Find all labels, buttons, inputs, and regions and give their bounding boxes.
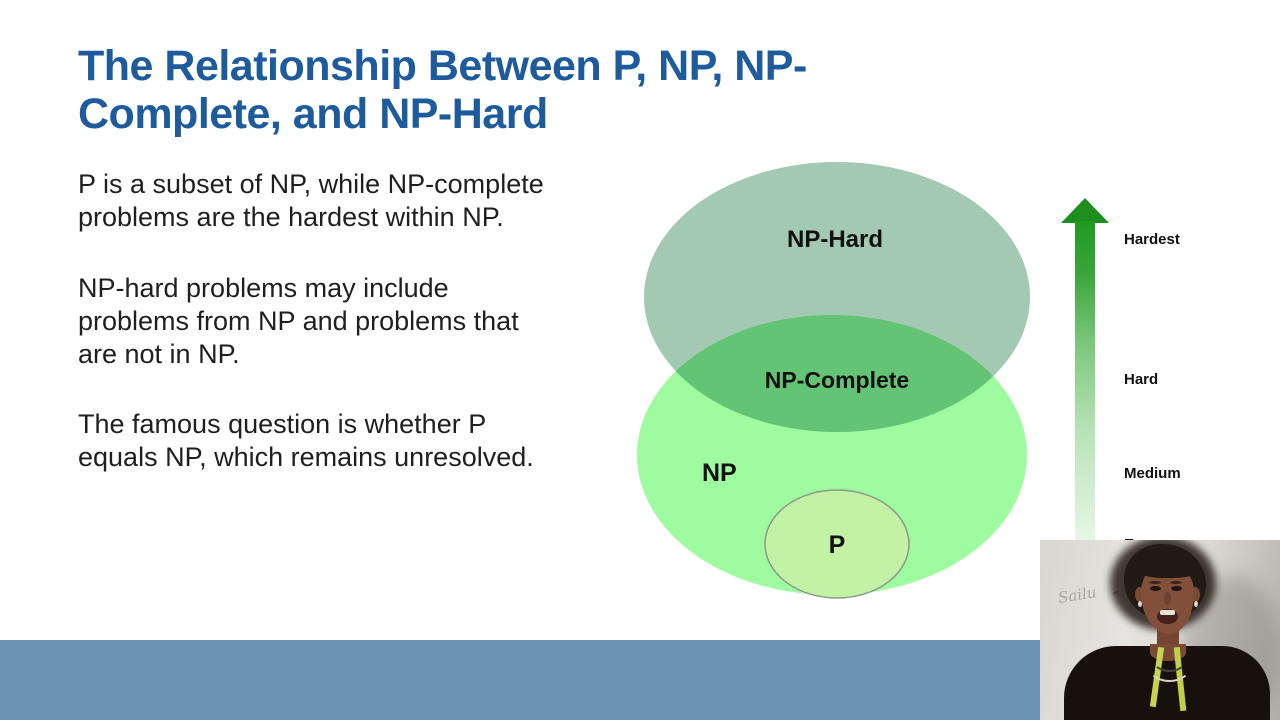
venn-label-np-complete: NP-Complete	[764, 367, 910, 393]
presenter-brow-left	[1149, 581, 1161, 584]
presenter-teeth	[1160, 610, 1175, 615]
slide-title-line-2: Complete, and NP-Hard	[78, 90, 548, 138]
difficulty-arrow-shaft	[1075, 221, 1095, 571]
presenter-earring-right	[1194, 601, 1198, 607]
whiteboard-text: Sailu	[1056, 583, 1098, 607]
venn-label-np-hard: NP-Hard	[786, 226, 883, 253]
slide-title-line-1: The Relationship Between P, NP, NP-	[78, 42, 807, 90]
paragraph-line: equals NP, which remains unresolved.	[78, 442, 534, 472]
venn-label-np: NP	[702, 459, 737, 487]
presenter-necklace-inner	[1152, 646, 1187, 672]
presenter-eye-right	[1171, 586, 1182, 591]
paragraph-line: are not in NP.	[78, 339, 240, 369]
webcam-overlay	[1040, 540, 1280, 720]
scale-label-hard: Hard	[1124, 371, 1159, 388]
paragraph-np-hard	[78, 272, 519, 371]
presenter-nose	[1164, 592, 1171, 605]
difficulty-arrow-head-icon	[1061, 198, 1109, 223]
scale-label-hardest: Hardest	[1124, 231, 1180, 248]
paragraph-line: NP-hard problems may include	[78, 273, 449, 303]
venn-label-p: P	[828, 531, 846, 559]
presenter-eye-left	[1150, 586, 1161, 591]
paragraph-line: problems are the hardest within NP.	[78, 202, 504, 232]
paragraph-famous-question	[78, 408, 534, 474]
presenter-brow-right	[1170, 581, 1182, 584]
slide-title	[78, 42, 807, 138]
paragraph-line: The famous question is whether P	[78, 409, 487, 439]
scale-label-medium: Medium	[1124, 465, 1181, 482]
paragraph-line: problems from NP and problems that	[78, 306, 519, 336]
presenter-hair-fringe	[1136, 554, 1200, 578]
paragraph-line: P is a subset of NP, while NP-complete	[78, 169, 544, 199]
paragraph-p-subset	[78, 168, 544, 234]
